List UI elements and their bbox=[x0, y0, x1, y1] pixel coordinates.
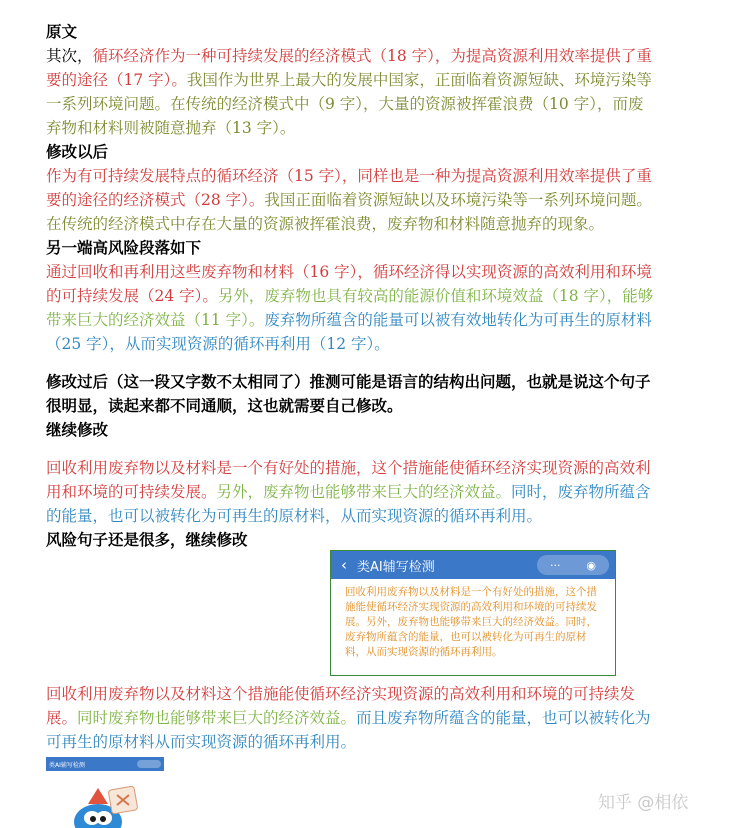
mini-app-bar bbox=[46, 757, 164, 771]
heading-risk: 另一端高风险段落如下 bbox=[46, 239, 202, 257]
mini-capsule bbox=[137, 760, 161, 768]
text-segment: 通过回收和再利用这些废弃物和材料（16 字），循环经济得以实现资源的高效利用和环境的可持续发展（24 字）。 bbox=[46, 263, 652, 305]
more-icon[interactable]: ··· bbox=[549, 558, 561, 572]
app-header bbox=[331, 551, 615, 579]
back-icon[interactable]: ‹ bbox=[341, 556, 347, 574]
text-segment: 同时废弃物也能够带来巨大的经济效益。 bbox=[77, 709, 357, 727]
paragraph-final bbox=[46, 682, 654, 754]
text-segment: 在传统的经济模式中（9 字），大量的资源被挥霍浪费（10 字），而废弃物和材料则被随意抛弃（13 字）。 bbox=[46, 95, 644, 137]
app-body-text: 回收利用废弃物以及材料是一个有好处的措施，这个措施能使循环经济实现资源的高效利用和环境的可持续发展。另外，废弃物也能够带来巨大的经济效益。同时，废弃物所蕴含的能量，也可以被转化为可再生的原材料，从而实现资源的循环再利用。 bbox=[345, 586, 597, 658]
text-segment: 同时，废弃物所蕴含的能量，也可以被转化为可再生的原材料，从而实现资源的循环再利用。 bbox=[46, 483, 651, 525]
mini-app-title: 类AI辅写检测 bbox=[49, 761, 85, 769]
mascot-image bbox=[70, 782, 144, 828]
text-segment: 其次， bbox=[46, 47, 93, 65]
heading-revised: 修改以后 bbox=[46, 143, 109, 161]
text-segment: 另外，废弃物也能够带来巨大的经济效益。 bbox=[216, 483, 512, 501]
mascot-pupil-right bbox=[100, 816, 106, 822]
paragraph-continue bbox=[46, 456, 654, 528]
text-segment: 作为有可持续发展特点的循环经济（15 字），同样也是一种为提高资源利用效率提供了重要的途径的经济模式（28 字）。 bbox=[46, 167, 652, 209]
text-segment: 废弃物所蕴含的能量可以被有效地转化为可再生的原材料（25 字），从而实现资源的循环再利用（12 字）。 bbox=[46, 311, 652, 353]
watermark: 知乎 @相依 bbox=[598, 793, 689, 813]
text-segment: 而且废弃物所蕴含的能量，也可以被转化为可再生的原材料从而实现资源的循环再利用。 bbox=[46, 709, 651, 751]
mascot-hat bbox=[88, 788, 108, 804]
heading-original: 原文 bbox=[46, 23, 78, 41]
app-title: 类AI辅写检测 bbox=[357, 559, 435, 575]
heading-still-risk: 风险句子还是很多，继续修改 bbox=[46, 531, 248, 549]
mascot-pupil-left bbox=[90, 816, 96, 822]
note-text: 修改过后（这一段又字数不太相同了）推测可能是语言的结构出问题，也就是说这个句子很明显，读起来都不同通顺，这也就需要自己修改。 bbox=[46, 373, 651, 415]
app-screenshot-card bbox=[330, 550, 616, 676]
text-segment: 回收利用废弃物以及材料是一个有好处的措施，这个措施能使循环经济实现资源的高效利用和环境的可持续发展。 bbox=[46, 459, 651, 501]
document-body bbox=[46, 20, 654, 552]
capsule-menu[interactable] bbox=[537, 555, 609, 575]
text-segment: 我国作为世界上最大的发展中国家，正面临着资源短缺、环境污染等一系列环境问题。 bbox=[46, 71, 652, 113]
target-icon[interactable]: ◉ bbox=[586, 558, 597, 572]
text-segment: 回收利用废弃物以及材料这个措施能使循环经济实现资源的高效利用和环境的可持续发展。 bbox=[46, 685, 636, 727]
text-segment: 在传统的经济模式中存在大量的资源被挥霍浪费，废弃物和材料随意抛弃的现象。 bbox=[46, 215, 605, 233]
final-section bbox=[46, 682, 654, 754]
text-segment: 我国正面临着资源短缺以及环境污染等一系列环境问题。 bbox=[264, 191, 652, 209]
text-segment: 另外，废弃物也具有较高的能源价值和环境效益（18 字），能够带来巨大的经济效益（11 字）。 bbox=[46, 287, 654, 329]
paragraph-original bbox=[46, 44, 654, 140]
paragraph-risk bbox=[46, 260, 654, 356]
paragraph-revised bbox=[46, 164, 654, 236]
text-segment: 循环经济作为一种可持续发展的经济模式（18 字），为提高资源利用效率提供了重要的途径（17 字）。 bbox=[46, 47, 652, 89]
heading-continue: 继续修改 bbox=[46, 421, 109, 439]
